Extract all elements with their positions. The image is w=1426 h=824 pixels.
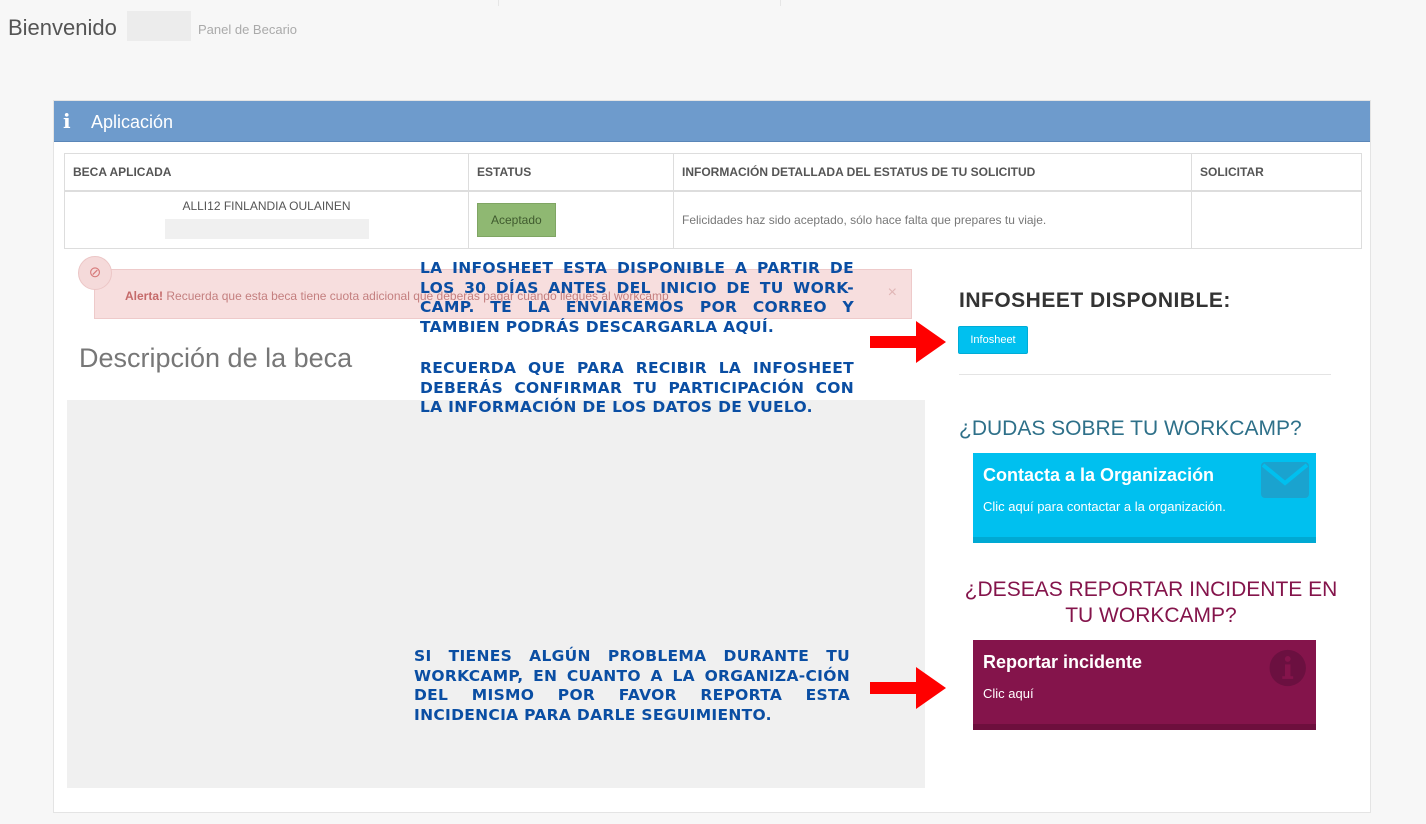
column-header-beca: BECA APLICADA [65,154,469,192]
description-title: Descripción de la beca [79,343,353,373]
envelope-icon [1260,461,1310,501]
table-header-row [65,154,1362,192]
page-subtitle: Panel de Becario [198,22,298,37]
column-header-solicitar: SOLICITAR [1192,154,1362,192]
contact-organization-box[interactable] [973,453,1316,543]
cell-solicitar [1192,191,1362,249]
alert-message: Recuerda que esta beca tiene cuota adicional que deberás pagar cuando llegues al workcamp [163,289,669,303]
cell-info: Felicidades haz sido aceptado, sólo hace falta que prepares tu viaje. [674,191,1192,249]
sidebar-divider [959,374,1331,375]
close-icon[interactable]: × [887,284,897,301]
cell-status [469,191,674,249]
report-incident-box[interactable] [973,640,1316,730]
info-icon: i [63,109,71,133]
application-table [64,153,1362,249]
panel-heading [54,101,1370,142]
application-panel [53,100,1371,813]
infosheet-button[interactable]: Infosheet [958,326,1028,354]
column-header-estatus: ESTATUS [469,154,674,192]
dudas-title: ¿DUDAS SOBRE TU WORKCAMP? [959,417,1302,440]
ban-icon: ⊘ [78,256,112,290]
annotation-confirm: RECUERDA QUE PARA RECIBIR LA INFOSHEET DEBERÁS CONFIRMAR TU PARTICIPACIÓN CON LA INFORMACIÓN DE LOS DATOS DE VUELO. [420,359,854,416]
column-header-informacion: INFORMACIÓN DETALLADA DEL ESTATUS DE TU SOLICITUD [674,154,1192,192]
description-content [67,400,925,788]
beca-detail-redacted [165,219,369,239]
info-circle-icon [1260,648,1310,688]
contact-box-subtitle: Clic aquí para contactar a la organización. [983,499,1226,514]
page-header [0,0,1426,60]
reportar-title: ¿DESEAS REPORTAR INCIDENTE EN TU WORKCAMP? [964,578,1338,627]
top-divider [498,0,499,6]
cell-beca [65,191,469,249]
report-box-title: Reportar incidente [983,652,1143,672]
status-badge: Aceptado [477,203,556,237]
annotation-infosheet: LA INFOSHEET ESTA DISPONIBLE A PARTIR DE LOS 30 DÍAS ANTES DEL INICIO DE TU WORK-CAMP. TE LA ENVIAREMOS POR CORREO Y TAMBIEN PODRÁS DESCARGARLA AQUÍ. [420,259,854,336]
user-name-redacted [127,11,191,41]
infosheet-title: INFOSHEET DISPONIBLE: [959,289,1231,312]
panel-title: Aplicación [91,112,174,132]
annotation-report: SI TIENES ALGÚN PROBLEMA DURANTE TU WORKCAMP, EN CUANTO A LA ORGANIZA-CIÓN DEL MISMO POR FAVOR REPORTA ESTA INCIDENCIA PARA DARLE SEGUIMIENTO. [414,647,850,724]
beca-name: ALLI12 FINLANDIA OULAINEN [182,198,351,213]
top-divider [780,0,781,6]
table-row [65,191,1362,249]
report-box-subtitle: Clic aquí [983,686,1034,701]
contact-box-title: Contacta a la Organización [983,465,1215,485]
welcome-text: Bienvenido [8,15,117,40]
red-arrow-icon [870,663,950,713]
alert-label: Alerta! [125,289,164,303]
red-arrow-icon [870,317,950,367]
